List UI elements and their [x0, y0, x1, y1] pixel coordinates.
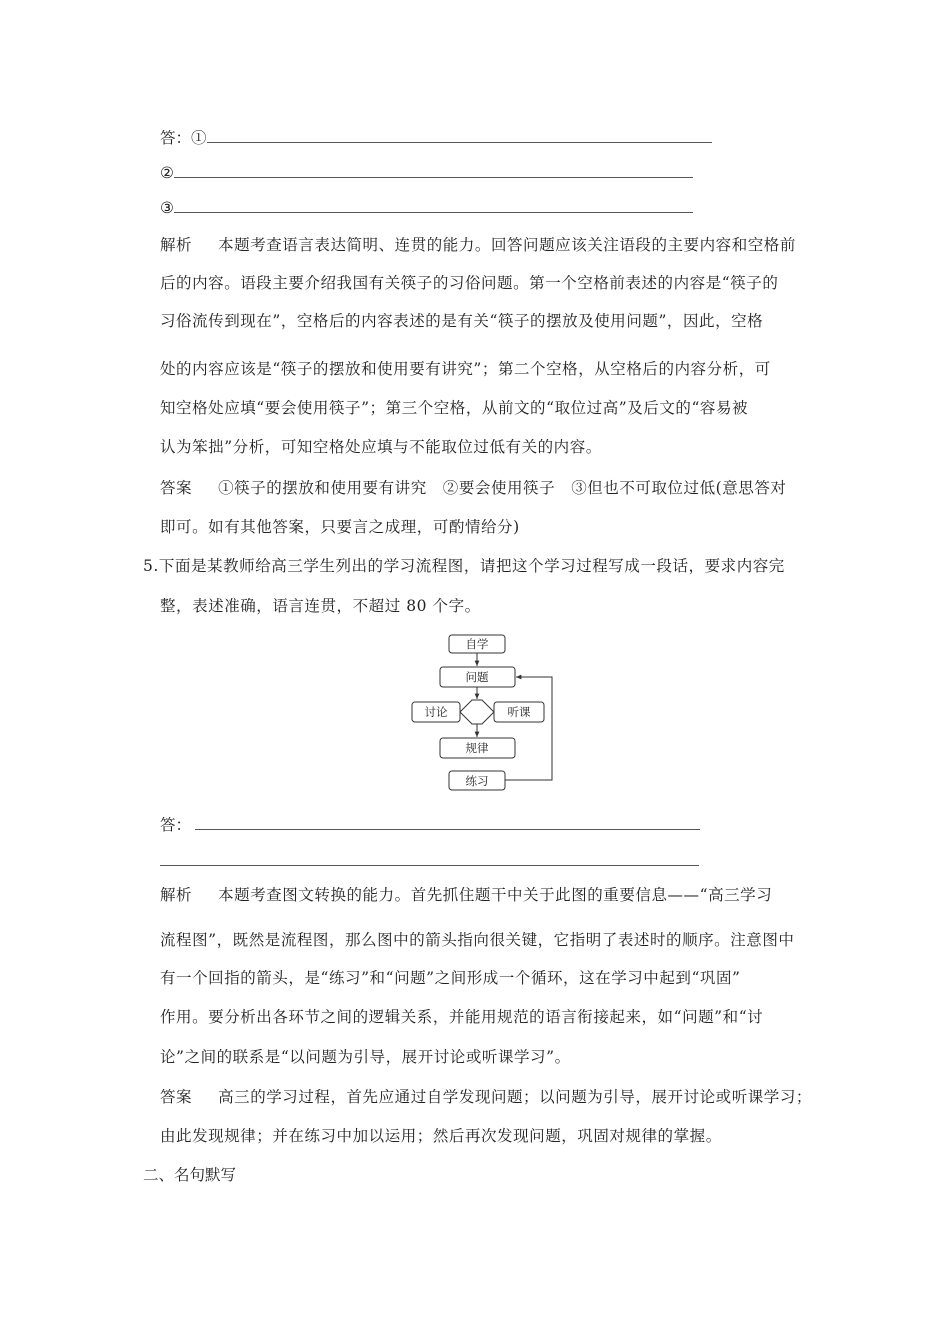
- analysis4-line-5: 知空格处应填“要会使用筷子”；第三个空格，从前文的“取位过高”及后文的“容易被: [160, 399, 749, 417]
- analysis4-line-4: 处的内容应该是“筷子的摆放和使用要有讲究”；第二个空格，从空格后的内容分析，可: [160, 360, 771, 378]
- answer5-line-2: 由此发现规律；并在练习中加以运用；然后再次发现问题，巩固对规律的掌握。: [160, 1127, 722, 1145]
- question-number: 5.: [143, 557, 159, 575]
- analysis4-line-6: 认为笨拙”分析，可知空格处应填与不能取位过低有关的内容。: [160, 438, 602, 456]
- answer-label: 答案: [160, 479, 193, 497]
- analysis5-line-2: 流程图”，既然是流程图，那么图中的箭头指向很关键，它指明了表述时的顺序。注意图中: [160, 931, 795, 949]
- analysis5-line-3: 有一个回指的箭头，是“练习”和“问题”之间形成一个循环，这在学习中起到“巩固”: [160, 969, 741, 987]
- answer5-line-1: [160, 1087, 812, 1107]
- answer5-blank-2[interactable]: [160, 851, 699, 871]
- analysis4-line-1: [160, 235, 796, 255]
- answer4-line-1: [160, 478, 786, 498]
- node-zixue: 自学: [465, 637, 489, 651]
- node-tingke: 听课: [507, 705, 531, 719]
- blank-line[interactable]: [195, 816, 700, 830]
- answer-prefix: 答：: [160, 129, 192, 147]
- answer-text: ①筷子的摆放和使用要有讲究 ②要会使用筷子 ③但也不可取位过低(意思答对: [218, 479, 787, 497]
- analysis5-line-1: [160, 885, 772, 905]
- analysis-label: 解析: [160, 236, 193, 254]
- blank-number-3: ③: [160, 199, 174, 217]
- analysis-text: 本题考查图文转换的能力。首先抓住题干中关于此图的重要信息——“高三学习: [218, 886, 773, 904]
- answer-blank-2[interactable]: [160, 163, 693, 183]
- blank-number-1: ①: [191, 129, 207, 147]
- blank-line[interactable]: [174, 164, 693, 178]
- node-taolun: 讨论: [424, 705, 448, 719]
- decision-hexagon: [460, 700, 494, 724]
- blank-line[interactable]: [174, 199, 693, 213]
- flowchart: [400, 630, 560, 795]
- analysis5-line-4: 作用。要分析出各环节之间的逻辑关系，并能用规范的语言衔接起来，如“问题”和“讨: [160, 1008, 764, 1026]
- analysis4-line-3: 习俗流传到现在”，空格后的内容表述的是有关“筷子的摆放及使用问题”，因此，空格: [160, 312, 764, 330]
- answer-blank-1[interactable]: [160, 128, 712, 148]
- analysis-label: 解析: [160, 886, 193, 904]
- blank-line[interactable]: [160, 852, 699, 866]
- answer-blank-3[interactable]: [160, 198, 693, 218]
- node-wenti: 问题: [465, 670, 489, 684]
- node-lianxi: 练习: [465, 774, 489, 788]
- blank-line[interactable]: [207, 129, 712, 143]
- loop-arrow-lianxi-wenti: [505, 677, 552, 780]
- question-text: 下面是某教师给高三学生列出的学习流程图，请把这个学习过程写成一段话，要求内容完: [158, 557, 785, 575]
- node-guilv: 规律: [465, 741, 489, 755]
- question5-line-1: [143, 556, 785, 576]
- analysis-text: 本题考查语言表达简明、连贯的能力。回答问题应该关注语段的主要内容和空格前: [218, 236, 796, 254]
- analysis4-line-2: 后的内容。语段主要介绍我国有关筷子的习俗问题。第一个空格前表述的内容是“筷子的: [160, 274, 779, 292]
- section-heading: 二、名句默写: [143, 1166, 237, 1184]
- answer5-blank-1[interactable]: [160, 815, 700, 835]
- blank-number-2: ②: [160, 164, 174, 182]
- question5-line-2: 整，表述准确，语言连贯，不超过 80 个字。: [160, 597, 481, 615]
- answer-label: 答案: [160, 1088, 193, 1106]
- answer-prefix: 答：: [160, 816, 192, 834]
- analysis5-line-5: 论”之间的联系是“以问题为引导，展开讨论或听课学习”。: [160, 1048, 571, 1066]
- answer-text: 高三的学习过程，首先应通过自学发现问题；以问题为引导，展开讨论或听课学习；: [218, 1088, 812, 1106]
- answer4-line-2: 即可。如有其他答案，只要言之成理，可酌情给分): [160, 518, 520, 536]
